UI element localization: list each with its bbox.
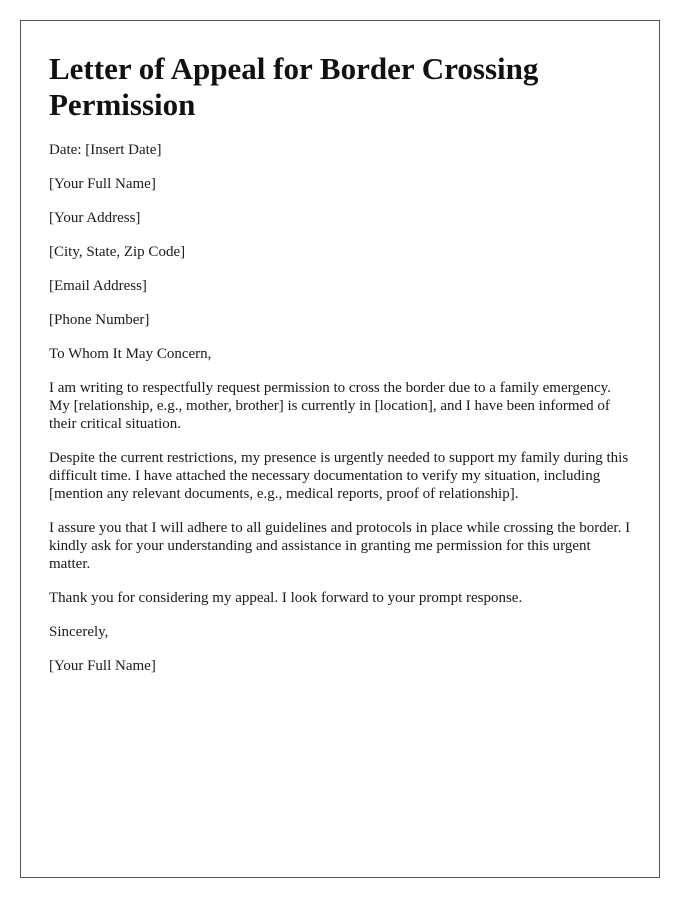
sender-full-name: [Your Full Name] <box>49 176 156 192</box>
salutation: To Whom It May Concern, <box>49 346 212 362</box>
letter-page <box>20 20 660 878</box>
sender-address: [Your Address] <box>49 210 141 226</box>
sender-city-state-zip: [City, State, Zip Code] <box>49 244 186 260</box>
sender-email: [Email Address] <box>49 278 147 294</box>
body-paragraph-1: I am writing to respectfully request permission to cross the border due to a family emergency. My [relationship, e.g., mother, brother] is currently in [location], and I have been informed of their critical situation. <box>49 380 611 432</box>
body-paragraph-3: I assure you that I will adhere to all guidelines and protocols in place while crossing the border. I kindly ask for your understanding and assistance in granting me permission for this urgent matter. <box>49 520 631 572</box>
letter-title: Letter of Appeal for Border Crossing Permission <box>49 51 539 122</box>
date-line: Date: [Insert Date] <box>49 142 162 158</box>
body-paragraph-4: Thank you for considering my appeal. I look forward to your prompt response. <box>49 590 523 606</box>
body-paragraph-2: Despite the current restrictions, my presence is urgently needed to support my family during this difficult time. I have attached the necessary documentation to verify my situation, including [mention any relevant documents, e.g., medical reports, proof of relationship]. <box>49 450 629 502</box>
signature-name: [Your Full Name] <box>49 658 156 674</box>
sender-phone: [Phone Number] <box>49 312 150 328</box>
closing: Sincerely, <box>49 624 109 640</box>
